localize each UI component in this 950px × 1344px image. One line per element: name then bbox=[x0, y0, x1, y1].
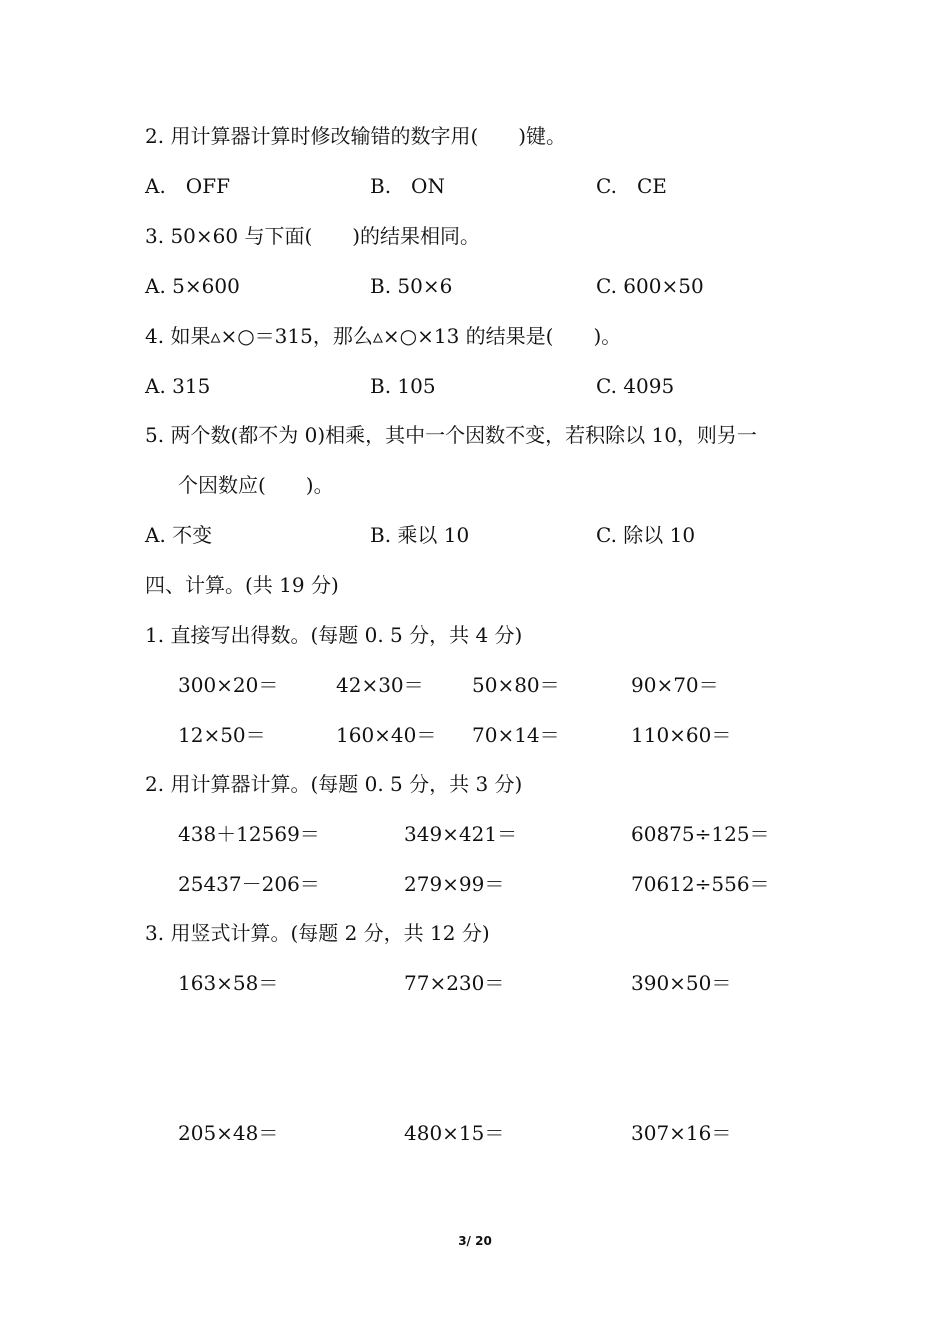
q5-option-c: C. 除以 10 bbox=[596, 523, 696, 547]
q2-option-b: B. ON bbox=[370, 174, 445, 198]
q3-option-a: A. 5×600 bbox=[145, 274, 240, 298]
section-4-title: 四、计算。(共 19 分) bbox=[145, 573, 339, 597]
q3-option-c: C. 600×50 bbox=[596, 274, 704, 298]
calculator-item: 349×421＝ bbox=[404, 822, 518, 846]
oral-calc-item: 160×40＝ bbox=[336, 723, 437, 747]
calculator-item: 438＋12569＝ bbox=[178, 822, 320, 846]
q3-option-b: B. 50×6 bbox=[370, 274, 453, 298]
q2-option-a: A. OFF bbox=[145, 174, 230, 198]
calculator-item: 60875÷125＝ bbox=[631, 822, 770, 846]
q2-option-c: C. CE bbox=[596, 174, 667, 198]
question-2-stem: 2. 用计算器计算时修改输错的数字用( )键。 bbox=[145, 124, 567, 148]
vertical-calc-item: 480×15＝ bbox=[404, 1121, 505, 1145]
oral-calc-item: 70×14＝ bbox=[472, 723, 560, 747]
oral-calc-item: 12×50＝ bbox=[178, 723, 266, 747]
q5-option-a: A. 不变 bbox=[145, 523, 213, 547]
calculator-item: 70612÷556＝ bbox=[631, 872, 770, 896]
page-number: 3/ 20 bbox=[458, 1234, 492, 1248]
part-3-title: 3. 用竖式计算。(每题 2 分，共 12 分) bbox=[145, 921, 490, 945]
oral-calc-item: 90×70＝ bbox=[631, 673, 719, 697]
q5-option-b: B. 乘以 10 bbox=[370, 523, 470, 547]
part-2-title: 2. 用计算器计算。(每题 0. 5 分，共 3 分) bbox=[145, 772, 523, 796]
calculator-item: 25437－206＝ bbox=[178, 872, 320, 896]
vertical-calc-item: 163×58＝ bbox=[178, 971, 279, 995]
calculator-item: 279×99＝ bbox=[404, 872, 505, 896]
question-4-stem: 4. 如果▵×○＝315，那么▵×○×13 的结果是( )。 bbox=[145, 324, 622, 348]
oral-calc-item: 42×30＝ bbox=[336, 673, 424, 697]
vertical-calc-item: 77×230＝ bbox=[404, 971, 505, 995]
question-5-stem-line1: 5. 两个数(都不为 0)相乘，其中一个因数不变，若积除以 10，则另一 bbox=[145, 423, 757, 447]
question-5-stem-line2: 个因数应( )。 bbox=[178, 473, 334, 497]
part-1-title: 1. 直接写出得数。(每题 0. 5 分，共 4 分) bbox=[145, 623, 523, 647]
vertical-calc-item: 390×50＝ bbox=[631, 971, 732, 995]
question-3-stem: 3. 50×60 与下面( )的结果相同。 bbox=[145, 224, 481, 248]
q4-option-a: A. 315 bbox=[145, 374, 211, 398]
vertical-calc-item: 205×48＝ bbox=[178, 1121, 279, 1145]
oral-calc-item: 300×20＝ bbox=[178, 673, 279, 697]
q4-option-c: C. 4095 bbox=[596, 374, 675, 398]
q4-option-b: B. 105 bbox=[370, 374, 436, 398]
vertical-calc-item: 307×16＝ bbox=[631, 1121, 732, 1145]
oral-calc-item: 110×60＝ bbox=[631, 723, 732, 747]
oral-calc-item: 50×80＝ bbox=[472, 673, 560, 697]
